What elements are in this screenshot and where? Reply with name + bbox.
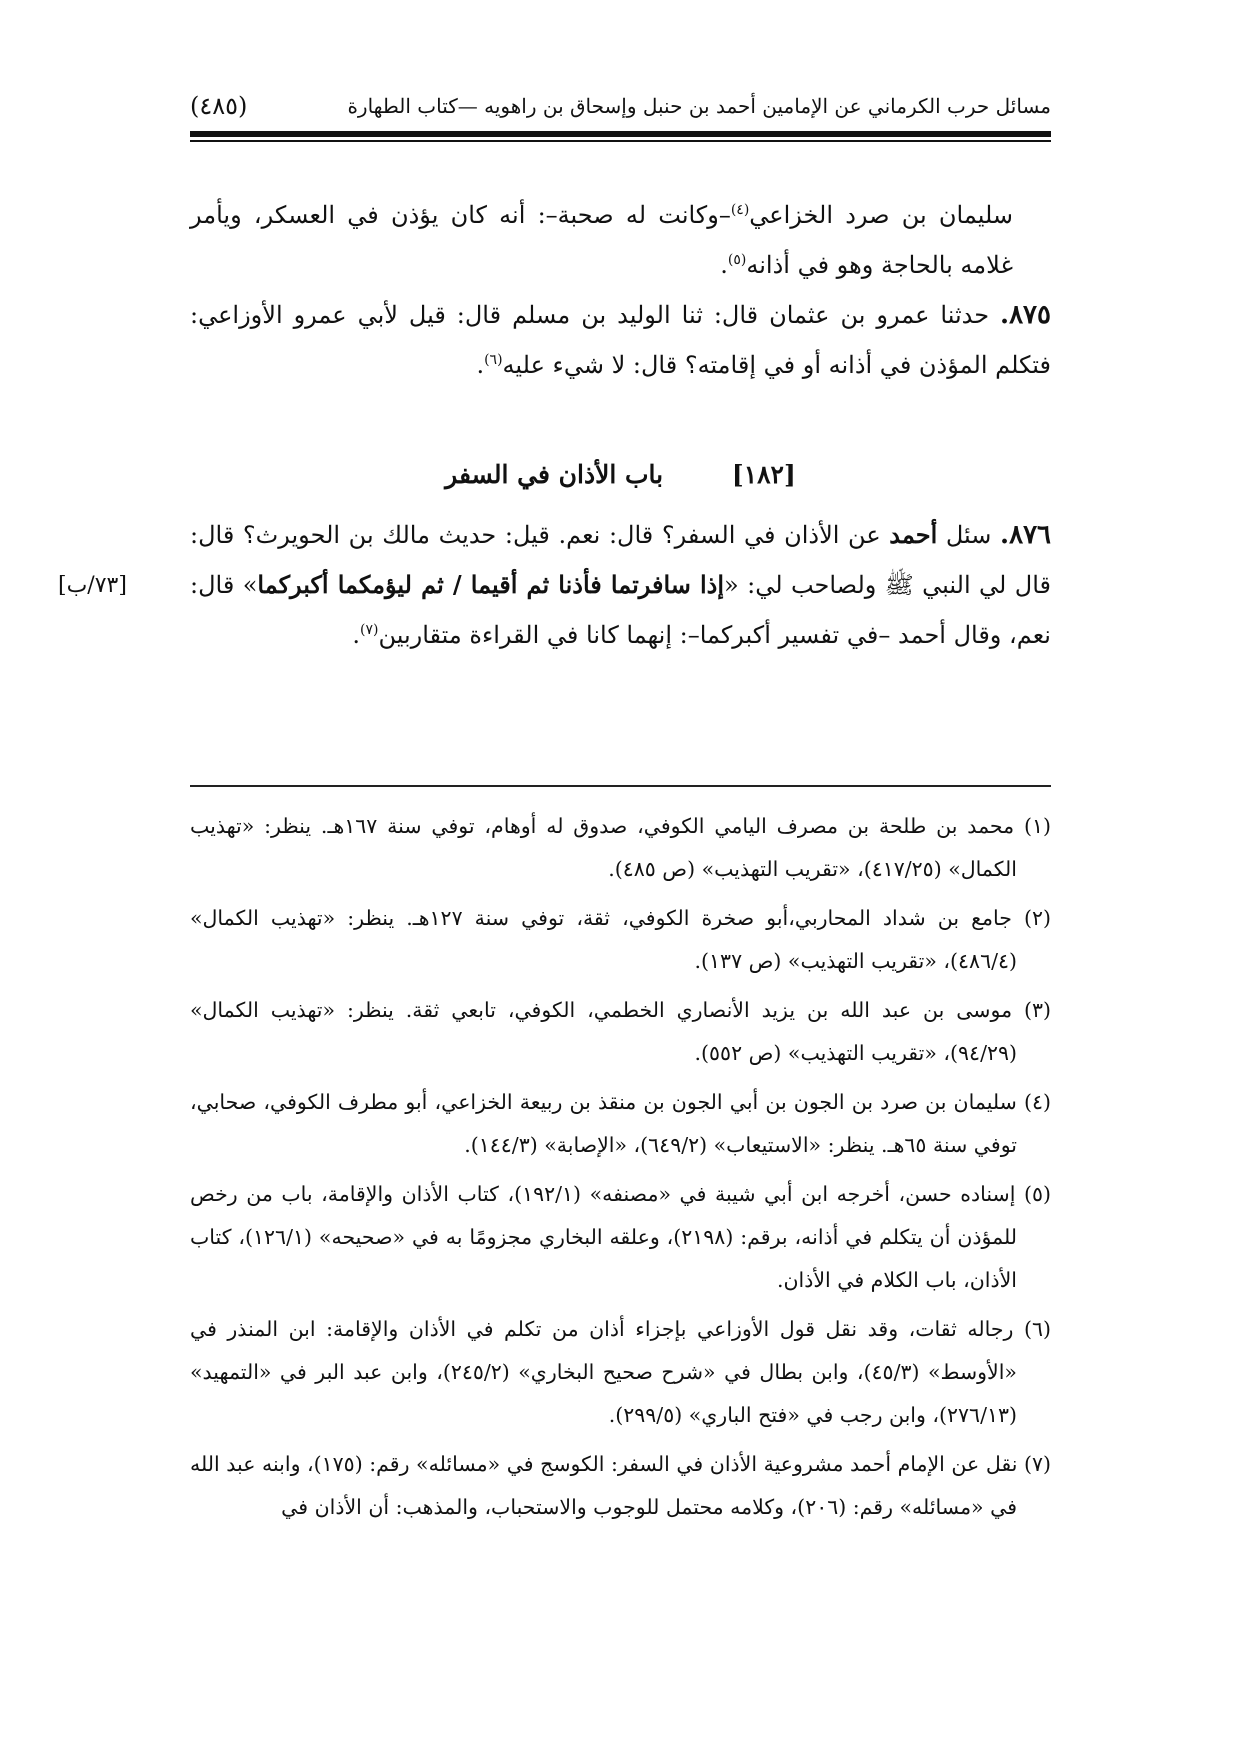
paragraph-continuation: سليمان بن صرد الخزاعي$^{(٤)}$–وكانت له صحبة–: أنه كان يؤذن في العسكر، ويأمر غلامه بالحاجة وهو في أذانه$^{(٥)}$. [190,201,1013,279]
bold-name: أحمد [889,520,938,549]
paragraph-876: ٨٧٦. سئل أحمد عن الأذان في السفر؟ قال: نعم. قيل: حديث مالك بن الحويرث؟ قال: قال لي النبي ﷺ ولصاحب لي: «إذا سافرتما فأذنا ثم أقيما / ثم ليؤمكما أكبركما» قال: نعم، وقال أحمد –في تفسير أكبركما–: إنهما كانا في القراءة متقاربين$^{(٧)}$. [190,520,1052,649]
header-rule-thick [190,131,1051,137]
paragraph-number: ٨٧٥. [1000,300,1051,330]
footnote-separator [190,785,1051,787]
main-text [190,190,1051,660]
section-title: باب الأذان في السفر [445,460,664,489]
footnote-ref: (٥) [727,252,747,268]
footnote-5: (٥) إسناده حسن، أخرجه ابن أبي شيبة في «مصنفه» (١٩٢/١)، كتاب الأذان والإقامة، باب من رخص للمؤذن أن يتكلم في أذانه، برقم: (٢١٩٨)، وعلقه البخاري مجزومًا به في «صحيحه» (١٢٦/١)، كتاب الأذان، باب الكلام في الأذان. [190,1182,1051,1292]
margin-reference: [٧٣/ب] [58,573,127,598]
page-number: (٤٨٥) [190,92,248,120]
footnote-ref: (٧) [359,622,379,638]
footnote-ref: (٤) [730,202,750,218]
header-rule-thin [190,140,1051,142]
footnote-2: (٢) جامع بن شداد المحاربي،أبو صخرة الكوفي، ثقة، توفي سنة ١٢٧هـ. ينظر: «تهذيب الكمال» (٤٨٦/٤)، «تقريب التهذيب» (ص ١٣٧). [190,906,1051,973]
page-header [190,86,1051,126]
running-title: مسائل حرب الكرماني عن الإمامين أحمد بن حنبل وإسحاق بن راهويه —كتاب الطهارة [347,94,1051,118]
paragraph-number: ٨٧٦. [1000,520,1052,550]
footnote-6: (٦) رجاله ثقات، وقد نقل قول الأوزاعي بإجزاء أذان من تكلم في الأذان والإقامة: ابن المنذر في «الأوسط» (٤٥/٣)، وابن بطال في «شرح صحيح البخاري» (٢٤٥/٢)، وابن عبد البر في «التمهيد» (٢٧٦/١٣)، وابن رجب في «فتح الباري» (٢٩٩/٥). [190,1317,1051,1427]
footnote-4: (٤) سليمان بن صرد بن الجون بن أبي الجون بن منقذ بن ربيعة الخزاعي، أبو مطرف الكوفي، صحابي، توفي سنة ٦٥هـ. ينظر: «الاستيعاب» (٦٤٩/٢)، «الإصابة» (١٤٤/٣). [190,1090,1051,1157]
footnote-ref: (٦) [484,352,503,368]
section-heading [190,450,1051,500]
spacer [190,390,1051,436]
footnote-3: (٣) موسى بن عبد الله بن يزيد الأنصاري الخطمي، الكوفي، تابعي ثقة. ينظر: «تهذيب الكمال» (٩٤/٢٩)، «تقريب التهذيب» (ص ٥٥٢). [190,998,1051,1065]
footnotes [190,805,1051,1535]
section-number: [١٨٢] [731,460,796,489]
paragraph-875: ٨٧٥. حدثنا عمرو بن عثمان قال: ثنا الوليد بن مسلم قال: قيل لأبي عمرو الأوزاعي: فتكلم المؤذن في أذانه أو في إقامته؟ قال: لا شيء عليه$^{(٦)}$. [190,300,1051,379]
footnote-1: (١) محمد بن طلحة بن مصرف اليامي الكوفي، صدوق له أوهام، توفي سنة ١٦٧هـ. ينظر: «تهذيب الكمال» (٤١٧/٢٥)، «تقريب التهذيب» (ص ٤٨٥). [190,814,1051,881]
hadith-quote: إذا سافرتما فأذنا ثم أقيما / ثم ليؤمكما أكبركما [257,570,725,599]
footnote-7: (٧) نقل عن الإمام أحمد مشروعية الأذان في السفر: الكوسج في «مسائله» رقم: (١٧٥)، وابنه عبد الله في «مسائله» رقم: (٢٠٦)، وكلامه محتمل للوجوب والاستحباب، والمذهب: أن الأذان في [190,1452,1051,1519]
